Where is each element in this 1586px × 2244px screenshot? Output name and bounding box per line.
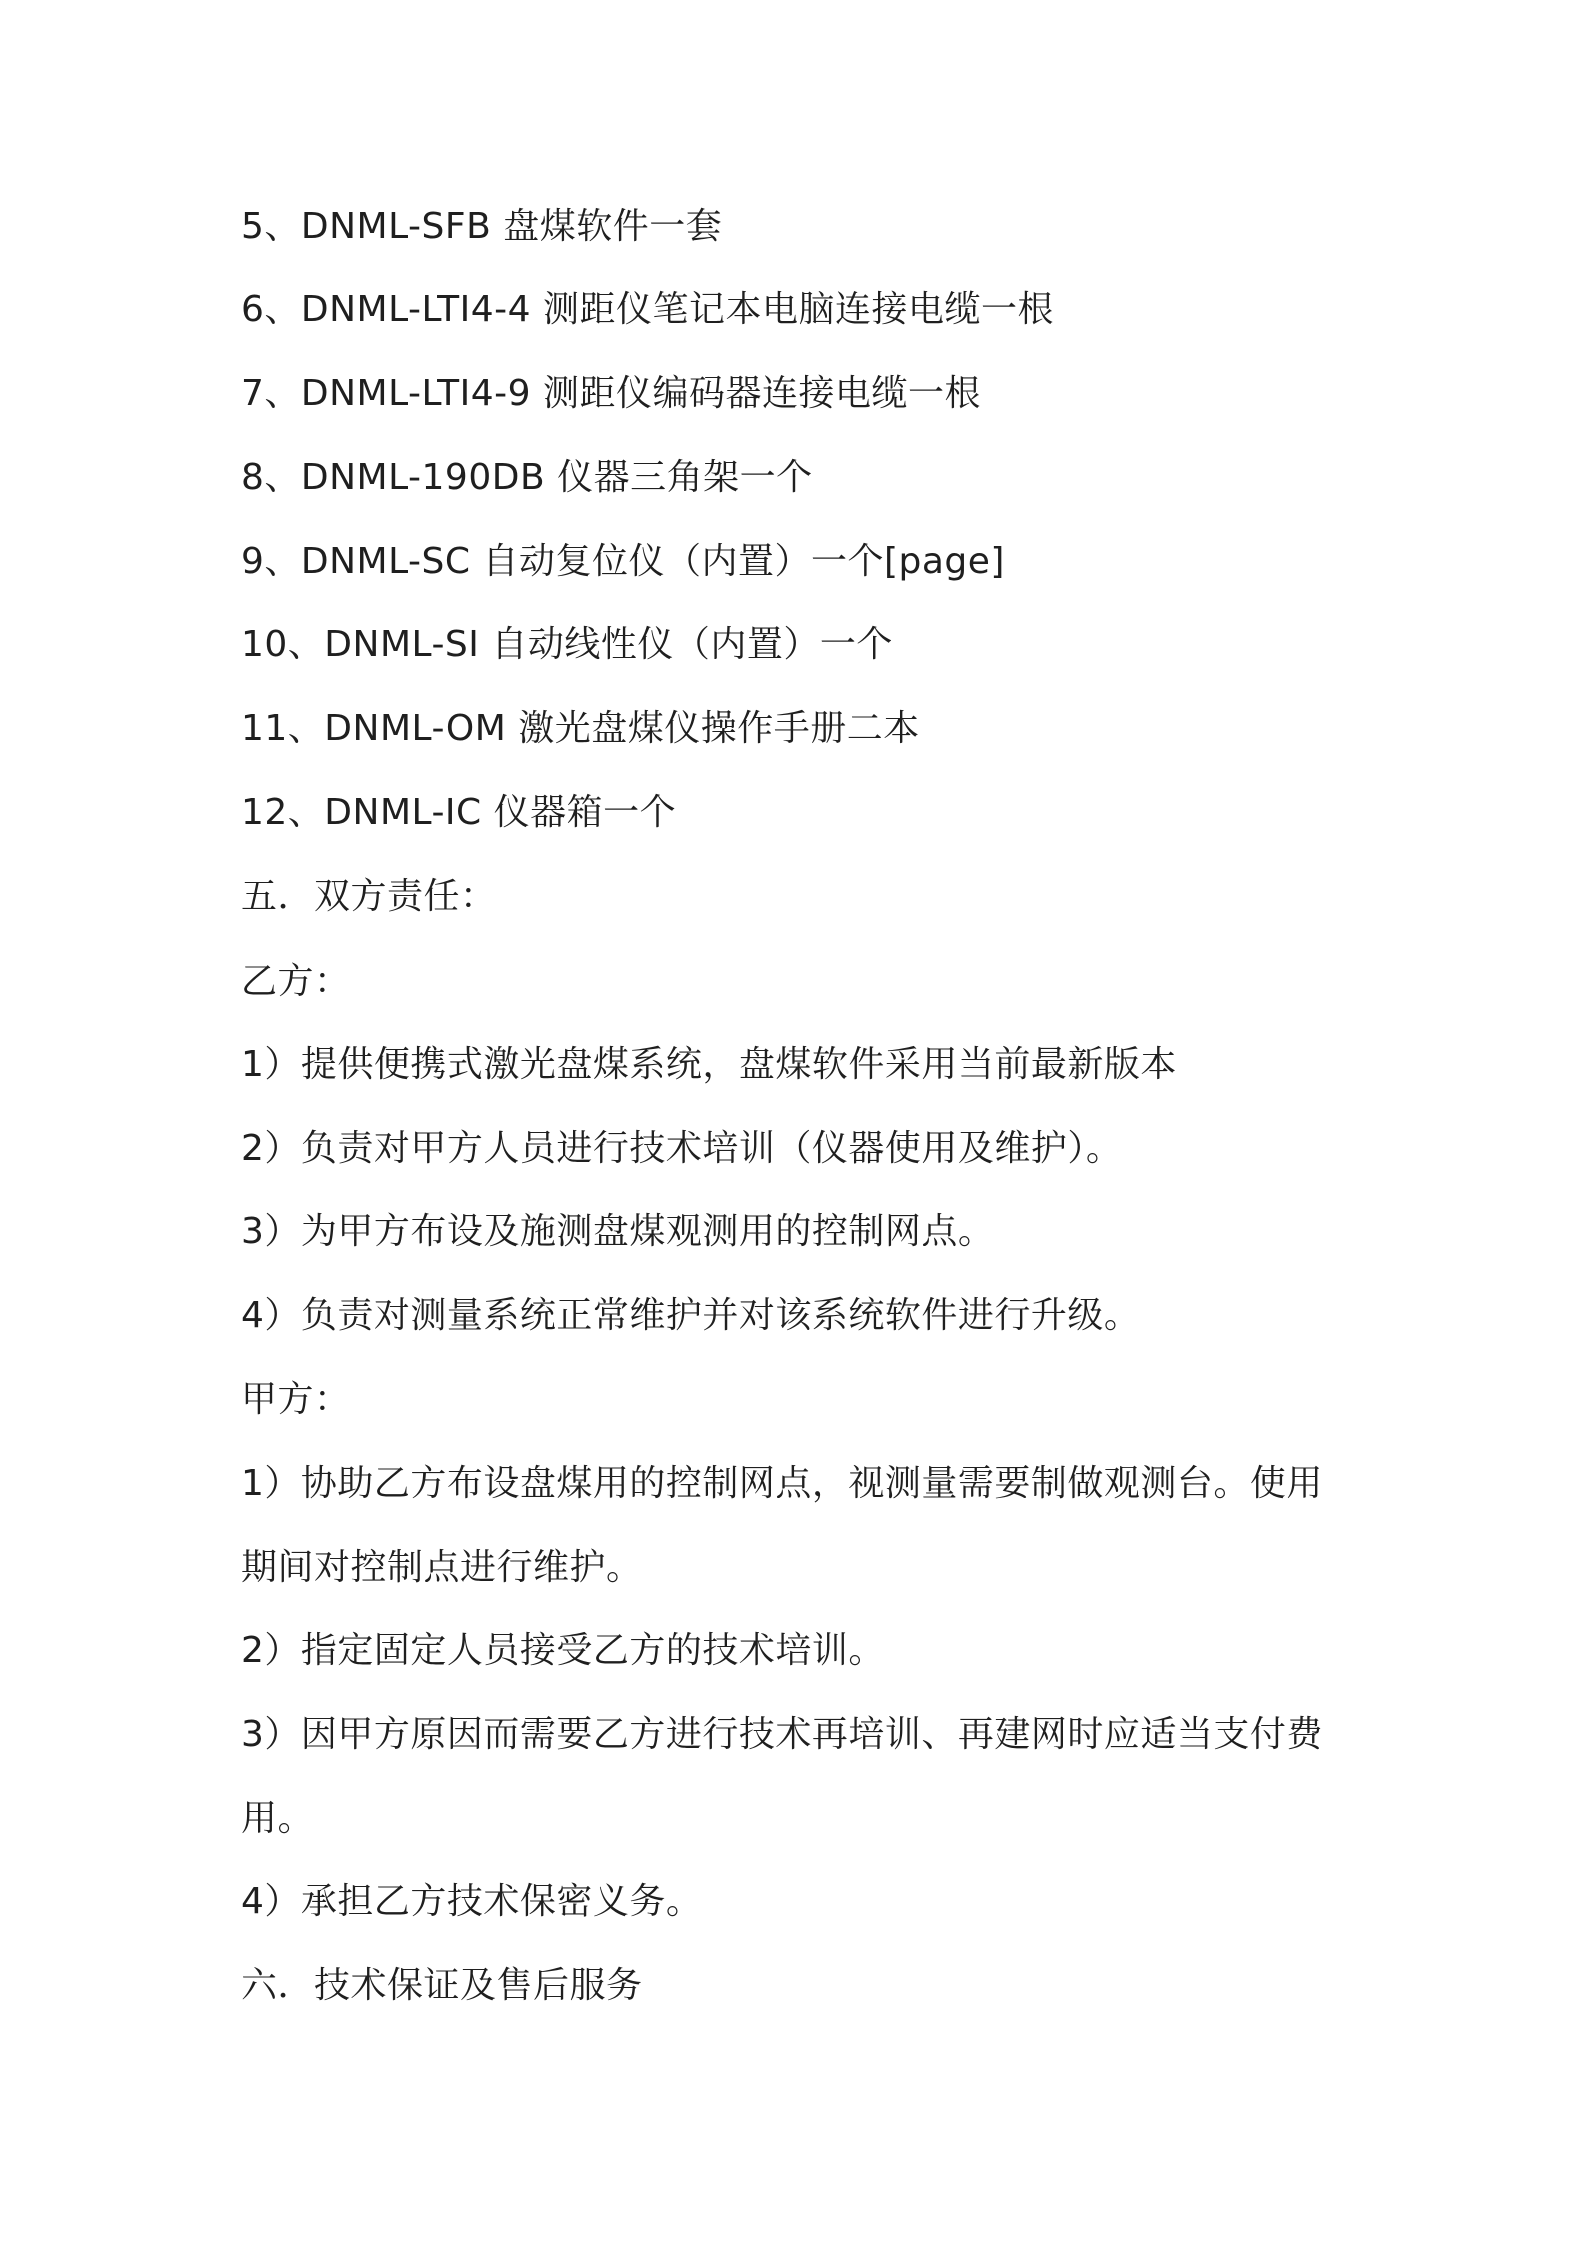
party-b-label: 乙方： [241, 961, 351, 1002]
party-b-item: 2）负责对甲方人员进行技术培训（仪器使用及维护）。 [241, 1128, 1123, 1169]
party-a-label: 甲方： [241, 1379, 351, 1420]
party-a-item-3-line-2: 用。 [241, 1798, 315, 1839]
party-b-item: 4）负责对测量系统正常维护并对该系统软件进行升级。 [241, 1295, 1141, 1336]
list-item: 5、DNML-SFB 盘煤软件一套 [241, 206, 723, 247]
list-item: 7、DNML-LTI4-9 测距仪编码器连接电缆一根 [241, 373, 981, 414]
list-item: 10、DNML-SI 自动线性仪（内置）一个 [241, 624, 893, 665]
list-item: 11、DNML-OM 激光盘煤仪操作手册二本 [241, 708, 920, 749]
list-item: 9、DNML-SC 自动复位仪（内置）一个[page] [241, 541, 1005, 582]
section-heading-responsibilities: 五．双方责任： [241, 876, 497, 917]
party-a-item-1-line-2: 期间对控制点进行维护。 [241, 1547, 643, 1588]
list-item: 6、DNML-LTI4-4 测距仪笔记本电脑连接电缆一根 [241, 289, 1054, 330]
party-a-item-1-line-1: 1）协助乙方布设盘煤用的控制网点，视测量需要制做观测台。使用 [241, 1463, 1323, 1504]
section-heading-tech-service: 六．技术保证及售后服务 [241, 1965, 643, 2006]
party-a-item-3-line-1: 3）因甲方原因而需要乙方进行技术再培训、再建网时应适当支付费 [241, 1714, 1323, 1755]
party-b-item: 3）为甲方布设及施测盘煤观测用的控制网点。 [241, 1211, 995, 1252]
list-item: 12、DNML-IC 仪器箱一个 [241, 792, 677, 833]
party-a-item-4: 4）承担乙方技术保密义务。 [241, 1881, 703, 1922]
list-item: 8、DNML-190DB 仪器三角架一个 [241, 457, 813, 498]
party-a-item-2: 2）指定固定人员接受乙方的技术培训。 [241, 1630, 885, 1671]
party-b-item: 1）提供便携式激光盘煤系统，盘煤软件采用当前最新版本 [241, 1044, 1177, 1085]
